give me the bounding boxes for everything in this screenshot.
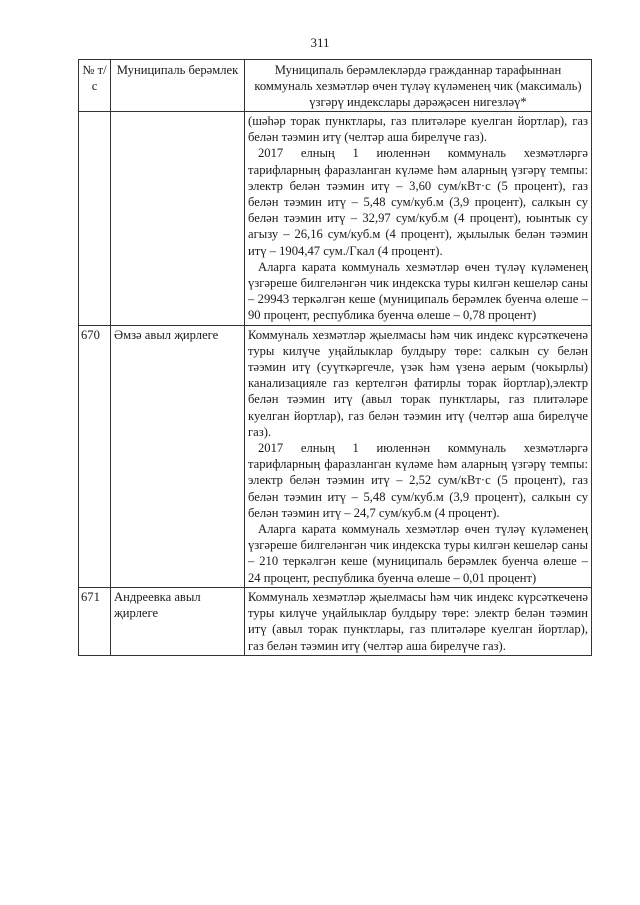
table-header-row: [79, 60, 592, 112]
justification-cell: [245, 112, 592, 326]
justification-paragraph: Аларга карата коммуналь хезмәтләр өчен түләү күләменең үзгәреше билгеләнгән чик индекска туры килгән кешеләр саны – 29943 теркәлгән кеше (муниципаль берәмлек буенча өлеше – 90 процент, республика буенча өлеше – 0,78 процент): [248, 259, 588, 323]
table-row: [79, 325, 592, 587]
table-row: [79, 587, 592, 655]
justification-paragraph: 2017 елның 1 июленнән коммуналь хезмәтләргә тарифларның фаразланган күләме һәм аларның үзгәрү темпы: электр белән тәэмин итү – 2,52 сум/кВт·с (5 процент), газ белән тәэмин итү – 5,48 сум/куб.м (3,9 процент), салкын су белән тәэмин итү – 24,7 сум/куб.м (4 процент).: [248, 441, 588, 520]
justification-paragraph: Коммуналь хезмәтләр җыелмасы һәм чик индекс күрсәткеченә туры килүче уңайлыклар булдыру төре: электр белән тәэмин итү (авыл торак пунктлары, газ плитәләре куелган йортлар), газ белән тәэмин итү (челтәр аша бирелүче газ).: [248, 589, 588, 653]
tariff-table: [78, 59, 592, 656]
header-number: № т/с: [79, 60, 111, 112]
row-number: [79, 112, 111, 326]
justification-paragraph: 2017 елның 1 июленнән коммуналь хезмәтләргә тарифларның фаразланган күләме һәм аларның үзгәрү темпы: электр белән тәэмин итү – 3,60 сум/кВт·с (5 процент), газ белән тәэмин итү – 5,48 сум/куб.м (3,9 процент), салкын су белән тәэмин итү – 32,97 сум/куб.м (4 процент), юынтык су агызу – 26,16 сум/куб.м (4 процент), җылылык белән тәэмин итү – 1904,47 сум./Гкал (4 процент).: [248, 146, 588, 258]
header-index-justification: Муниципаль берәмлекләрдә гражданнар тарафыннан коммуналь хезмәтләр өчен түләү күләменең чик (максималь) үзгәрү индекслары дәрәҗәсен нигезләү*: [245, 60, 592, 112]
justification-cell: [245, 587, 592, 655]
municipality-name: Әмзә авыл җирлеге: [111, 325, 245, 587]
justification-paragraph: (шәһәр торак пунктлары, газ плитәләре куелган йортлар), газ белән тәэмин итү (челтәр аша бирелүче газ).: [248, 114, 588, 145]
page-number: 311: [310, 35, 330, 50]
municipality-name: [111, 112, 245, 326]
justification-cell: [245, 325, 592, 587]
justification-paragraph: Коммуналь хезмәтләр җыелмасы һәм чик индекс күрсәткеченә туры килүче уңайлыклар булдыру төре: салкын су белән тәэмин итү (суүткәргечле, үзәк һәм үзенә аерым (чокырлы) канализацияле газ кертелгән фатирлы торак йортлар),электр белән тәэмин итү (авыл торак пунктлары, газ плитәләре куелган йортлар), газ белән тәэмин итү (челтәр аша бирелүче газ).: [248, 327, 588, 439]
header-municipality: Муниципаль берәмлек: [111, 60, 245, 112]
table-row: [79, 112, 592, 326]
municipality-name: Андреевка авыл җирлеге: [111, 587, 245, 655]
justification-paragraph: Аларга карата коммуналь хезмәтләр өчен түләү күләменең үзгәреше билгеләнгән чик индекска туры килгән кешеләр саны – 210 теркәлгән кеше (муниципаль берәмлек буенча өлеше – 24 процент, республика буенча өлеше – 0,01 процент): [248, 522, 588, 585]
row-number: 670: [79, 325, 111, 587]
row-number: 671: [79, 587, 111, 655]
